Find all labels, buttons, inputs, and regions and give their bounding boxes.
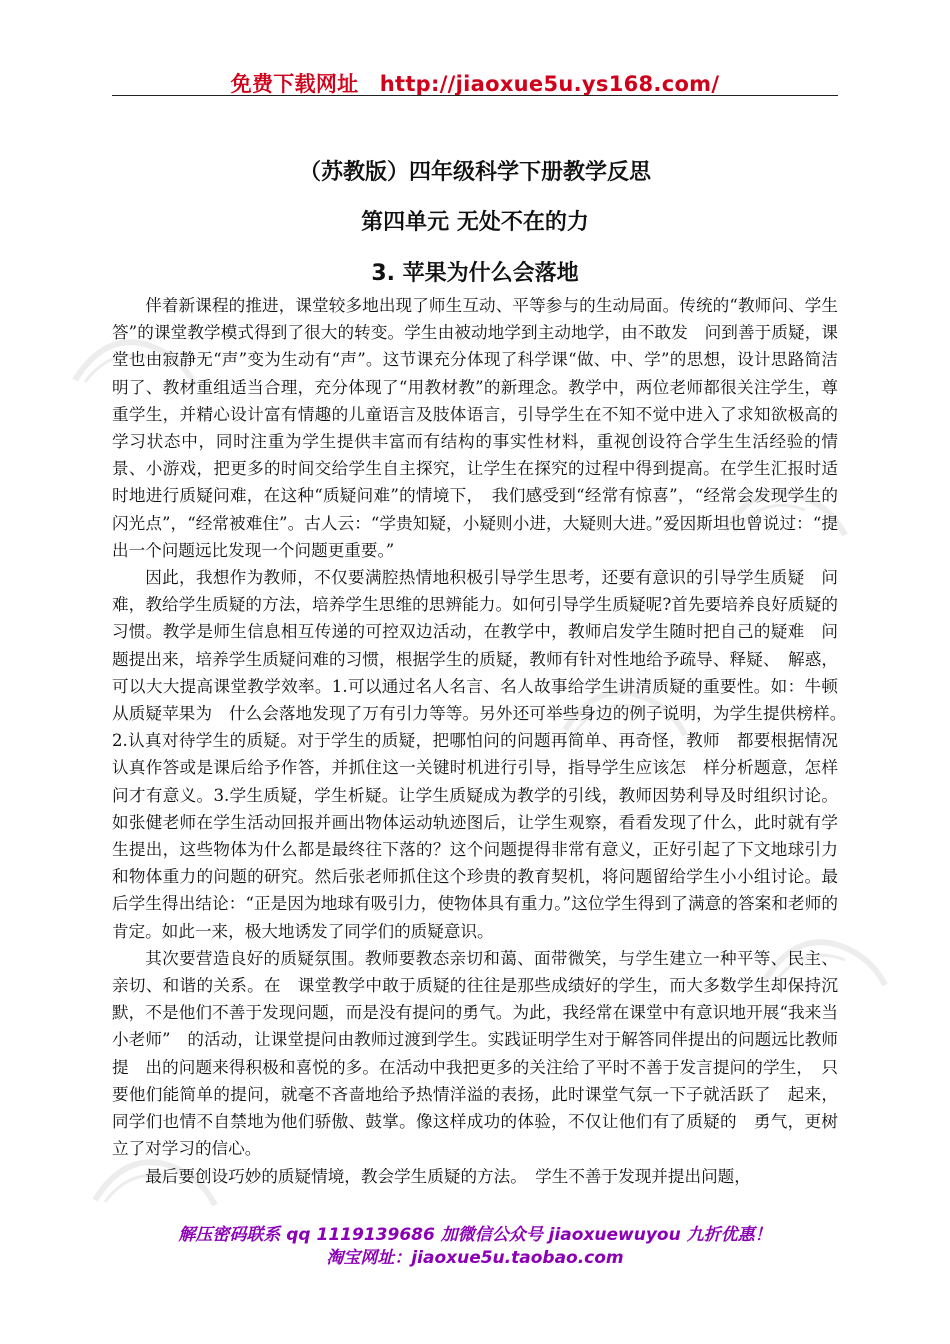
header-divider (112, 95, 838, 96)
lesson-title: 3. 苹果为什么会落地 (371, 261, 579, 286)
footer-contact-line: 解压密码联系 qq 1119139686 加微信公众号 jiaoxuewuyou 九折优惠！ (178, 1225, 772, 1245)
paragraph: 伴着新课程的推进，课堂较多地出现了师生互动、平等参与的生动局面。传统的“教师问、学生答”的课堂教学模式得到了很大的转变。学生由被动地学到主动地学，由不敢发 问到善于质疑，课堂也由寂静无“声”变为生动有“声”。这节课充分体现了科学课“做、中、学”的思想，设计思路简洁明了、教材重组适当合理，充分体现了“用教材教”的新理念。教学中，两位老师都很关注学生，尊重学生，并精心设计富有情趣的儿童语言及肢体语言，引导学生在不知不觉中进入了求知欲极高的学习状态中，同时注重为学生提供丰富而有结构的事实性材料，重视创设符合学生生活经验的情景、小游戏，把更多的时间交给学生自主探究，让学生在探究的过程中得到提高。在学生汇报时适时地进行质疑问难，在这种“质疑问难”的情境下， 我们感受到“经常有惊喜”，“经常会发现学生的闪光点”，“经常被难住”。古人云：“学贵知疑，小疑则小进，大疑则大进。”爱因斯坦也曾说过：“提出一个问题远比发现一个问题更重要。” (112, 296, 838, 560)
paragraph: 最后要创设巧妙的质疑情境，教会学生质疑的方法。 学生不善于发现并提出问题， (145, 1166, 751, 1186)
footer-shop-link[interactable]: 淘宝网址：jiaoxue5u.taobao.com (326, 1248, 624, 1268)
document-body (112, 292, 855, 1190)
paragraph: 因此，我想作为教师，不仅要满腔热情地积极引导学生思考，还要有意识的引导学生质疑 问难，教给学生质疑的方法，培养学生思维的思辨能力。如何引导学生质疑呢?首先要培养良好质疑的习惯。教学是师生信息相互传递的可控双边活动，在教学中，教师启发学生随时把自己的疑难 问题提出来，培养学生质疑问难的习惯，根据学生的质疑，教师有针对性地给予疏导、释疑、 解惑，可以大大提高课堂教学效率。1.可以通过名人名言、名人故事给学生讲清质疑的重要性。如：牛顿从质疑苹果为 什么会落地发现了万有引力等等。另外还可举些身边的例子说明，为学生提供榜样。 2.认真对待学生的质疑。对于学生的质疑，把哪怕问的问题再简单、再奇怪，教师 都要根据情况认真作答或是课后给予作答，并抓住这一关键时机进行引导，指导学生应该怎 样分析题意，怎样问才有意义。3.学生质疑，学生析疑。让学生质疑成为教学的引线，教师因势利导及时组织讨论。如张健老师在学生活动回报并画出物体运动轨迹图后，让学生观察，看看发现了什么，此时就有学生提出，这些物体为什么都是最终往下落的？这个问题提得非常有意义，正好引起了下文地球引力和物体重力的问题的研究。然后张老师抓住这个珍贵的教育契机，将问题留给学生小小组讨论。最后学生得出结论：“正是因为地球有吸引力，使物体具有重力。”这位学生得到了满意的答案和老师的肯定。如此一来，极大地诱发了同学们的质疑意识。 (112, 568, 855, 941)
paragraph: 其次要营造良好的质疑氛围。教师要教态亲切和蔼、面带微笑，与学生建立一种平等、民主、亲切、和谐的关系。在 课堂教学中敢于质疑的往往是那些成绩好的学生，而大多数学生却保持沉默，不是他们不善于发现问题，而是没有提问的勇气。为此，我经常在课堂中有意识地开展“我来当小老师” 的活动，让课堂提问由教师过渡到学生。实践证明学生对于解答同伴提出的问题远比教师提 出的问题来得积极和喜悦的多。在活动中我把更多的关注给了平时不善于发言提问的学生， 只要他们能简单的提问，就毫不吝啬地给予热情洋溢的表扬，此时课堂气氛一下子就活跃了 起来，同学们也情不自禁地为他们骄傲、鼓掌。像这样成功的体验，不仅让他们有了质疑的 勇气，更树立了对学习的信心。 (112, 948, 838, 1159)
unit-title: 第四单元 无处不在的力 (361, 210, 589, 235)
document-title: （苏教版）四年级科学下册教学反思 (298, 160, 651, 185)
header-download-link[interactable]: 免费下载网址 http://jiaoxue5u.ys168.com/ (230, 72, 720, 96)
